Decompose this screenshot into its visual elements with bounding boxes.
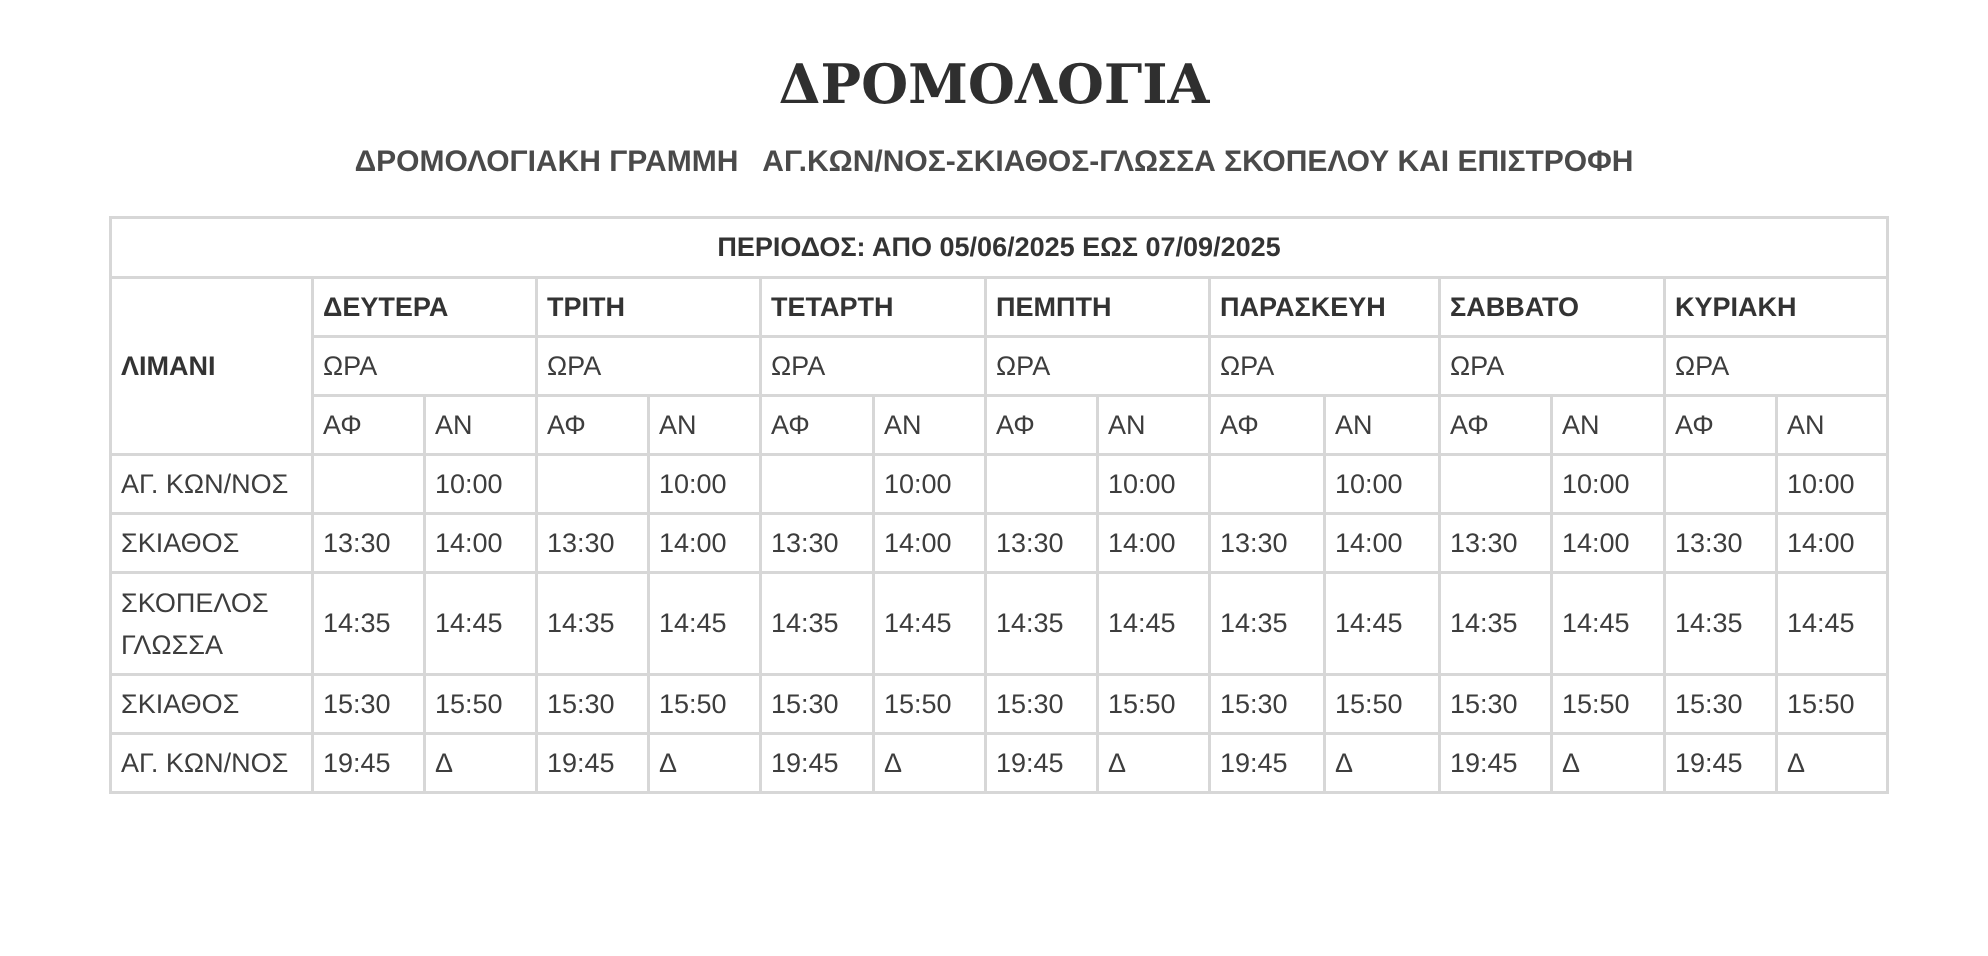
time-cell: 14:45 — [649, 573, 761, 675]
time-cell: 10:00 — [1325, 455, 1440, 514]
time-cell: 19:45 — [1210, 734, 1325, 793]
time-cell: Δ — [649, 734, 761, 793]
time-cell: 15:30 — [1665, 675, 1777, 734]
time-cell: 14:35 — [1440, 573, 1552, 675]
time-cell: 19:45 — [761, 734, 874, 793]
day-header: ΤΡΙΤΗ — [537, 278, 761, 337]
time-cell: 14:45 — [425, 573, 537, 675]
time-cell: Δ — [1098, 734, 1210, 793]
day-header: ΠΑΡΑΣΚΕΥΗ — [1210, 278, 1440, 337]
time-cell: Δ — [425, 734, 537, 793]
time-cell: 14:45 — [1552, 573, 1665, 675]
time-label: ΩΡΑ — [986, 337, 1210, 396]
time-cell — [1665, 455, 1777, 514]
time-cell: 19:45 — [986, 734, 1098, 793]
departure-label: ΑΦ — [1210, 396, 1325, 455]
time-cell: 13:30 — [1665, 514, 1777, 573]
time-cell: 19:45 — [313, 734, 425, 793]
time-cell — [1210, 455, 1325, 514]
time-cell: Δ — [1777, 734, 1888, 793]
time-cell: 19:45 — [537, 734, 649, 793]
time-cell: 15:30 — [313, 675, 425, 734]
arrival-label: ΑΝ — [425, 396, 537, 455]
time-cell: 15:50 — [874, 675, 986, 734]
table-row — [111, 734, 1888, 793]
time-cell: 13:30 — [1440, 514, 1552, 573]
arrival-label: ΑΝ — [874, 396, 986, 455]
port-name: ΑΓ. ΚΩΝ/ΝΟΣ — [111, 455, 313, 514]
time-cell — [1440, 455, 1552, 514]
page-title: ΔΡΟΜΟΛΟΓΙΑ — [778, 52, 1210, 116]
time-cell: 14:45 — [1325, 573, 1440, 675]
time-cell: 10:00 — [874, 455, 986, 514]
time-cell: 10:00 — [1777, 455, 1888, 514]
time-cell: 14:35 — [1665, 573, 1777, 675]
time-cell: 14:00 — [874, 514, 986, 573]
port-column-header: ΛΙΜΑΝΙ — [111, 278, 313, 455]
time-cell — [761, 455, 874, 514]
time-cell: 10:00 — [1098, 455, 1210, 514]
time-label: ΩΡΑ — [313, 337, 537, 396]
time-cell: 14:00 — [425, 514, 537, 573]
schedule-table — [109, 216, 1889, 794]
time-cell: 15:50 — [1552, 675, 1665, 734]
time-cell: 15:50 — [1098, 675, 1210, 734]
arrival-label: ΑΝ — [1325, 396, 1440, 455]
time-cell: 10:00 — [1552, 455, 1665, 514]
time-cell — [313, 455, 425, 514]
departure-label: ΑΦ — [761, 396, 874, 455]
time-cell: 15:30 — [1440, 675, 1552, 734]
time-label: ΩΡΑ — [537, 337, 761, 396]
arrival-label: ΑΝ — [1098, 396, 1210, 455]
period-row — [111, 218, 1888, 278]
time-cell: 14:00 — [1777, 514, 1888, 573]
departure-label: ΑΦ — [313, 396, 425, 455]
departure-label: ΑΦ — [986, 396, 1098, 455]
table-row — [111, 573, 1888, 675]
departure-label: ΑΦ — [1440, 396, 1552, 455]
time-cell: 15:30 — [986, 675, 1098, 734]
time-cell: 15:50 — [1777, 675, 1888, 734]
port-name: ΣΚΟΠΕΛΟΣ ΓΛΩΣΣΑ — [111, 573, 313, 675]
time-cell: 15:30 — [537, 675, 649, 734]
time-cell: 15:30 — [761, 675, 874, 734]
day-header: ΣΑΒΒΑΤΟ — [1440, 278, 1665, 337]
route-label: ΔΡΟΜΟΛΟΓΙΑΚΗ ΓΡΑΜΜΗ — [354, 145, 739, 178]
port-name: ΑΓ. ΚΩΝ/ΝΟΣ — [111, 734, 313, 793]
time-label: ΩΡΑ — [1210, 337, 1440, 396]
time-cell: 14:45 — [1098, 573, 1210, 675]
time-label: ΩΡΑ — [761, 337, 986, 396]
day-header: ΠΕΜΠΤΗ — [986, 278, 1210, 337]
time-cell: 13:30 — [761, 514, 874, 573]
time-cell: 15:30 — [1210, 675, 1325, 734]
time-cell: 13:30 — [537, 514, 649, 573]
time-cell: 14:00 — [1552, 514, 1665, 573]
time-cell — [986, 455, 1098, 514]
time-cell: 14:35 — [313, 573, 425, 675]
port-name: ΣΚΙΑΘΟΣ — [111, 675, 313, 734]
port-name: ΣΚΙΑΘΟΣ — [111, 514, 313, 573]
time-cell: 13:30 — [986, 514, 1098, 573]
route-heading — [0, 140, 1988, 184]
table-row — [111, 514, 1888, 573]
time-cell: 14:35 — [1210, 573, 1325, 675]
departure-label: ΑΦ — [1665, 396, 1777, 455]
time-cell: 14:45 — [1777, 573, 1888, 675]
days-row — [111, 278, 1888, 337]
time-cell: Δ — [1552, 734, 1665, 793]
departure-label: ΑΦ — [537, 396, 649, 455]
time-cell: 14:00 — [1325, 514, 1440, 573]
arrival-label: ΑΝ — [649, 396, 761, 455]
time-cell: 14:00 — [649, 514, 761, 573]
time-cell: 13:30 — [1210, 514, 1325, 573]
period-heading: ΠΕΡΙΟΔΟΣ: ΑΠΟ 05/06/2025 ΕΩΣ 07/09/2025 — [111, 218, 1888, 278]
time-cell: 14:35 — [761, 573, 874, 675]
route-name: ΑΓ.ΚΩΝ/ΝΟΣ-ΣΚΙΑΘΟΣ-ΓΛΩΣΣΑ ΣΚΟΠΕΛΟΥ ΚΑΙ ΕΠΙΣΤΡΟΦΗ — [762, 145, 1634, 178]
time-label: ΩΡΑ — [1440, 337, 1665, 396]
day-header: ΔΕΥΤΕΡΑ — [313, 278, 537, 337]
day-header: ΤΕΤΑΡΤΗ — [761, 278, 986, 337]
table-row — [111, 675, 1888, 734]
arrival-label: ΑΝ — [1777, 396, 1888, 455]
time-cell: 15:50 — [425, 675, 537, 734]
time-label: ΩΡΑ — [1665, 337, 1888, 396]
time-cell: 14:00 — [1098, 514, 1210, 573]
time-cell: 10:00 — [425, 455, 537, 514]
time-cell: 13:30 — [313, 514, 425, 573]
time-label-row — [111, 337, 1888, 396]
time-cell — [537, 455, 649, 514]
time-cell: 10:00 — [649, 455, 761, 514]
table-row — [111, 455, 1888, 514]
time-cell: Δ — [1325, 734, 1440, 793]
time-cell: 15:50 — [649, 675, 761, 734]
time-cell: 19:45 — [1440, 734, 1552, 793]
time-cell: 19:45 — [1665, 734, 1777, 793]
arrival-label: ΑΝ — [1552, 396, 1665, 455]
day-header: ΚΥΡΙΑΚΗ — [1665, 278, 1888, 337]
time-cell: 14:35 — [986, 573, 1098, 675]
time-cell: 14:35 — [537, 573, 649, 675]
dep-arr-row — [111, 396, 1888, 455]
time-cell: 14:45 — [874, 573, 986, 675]
time-cell: 15:50 — [1325, 675, 1440, 734]
schedule-body — [111, 455, 1888, 793]
time-cell: Δ — [874, 734, 986, 793]
